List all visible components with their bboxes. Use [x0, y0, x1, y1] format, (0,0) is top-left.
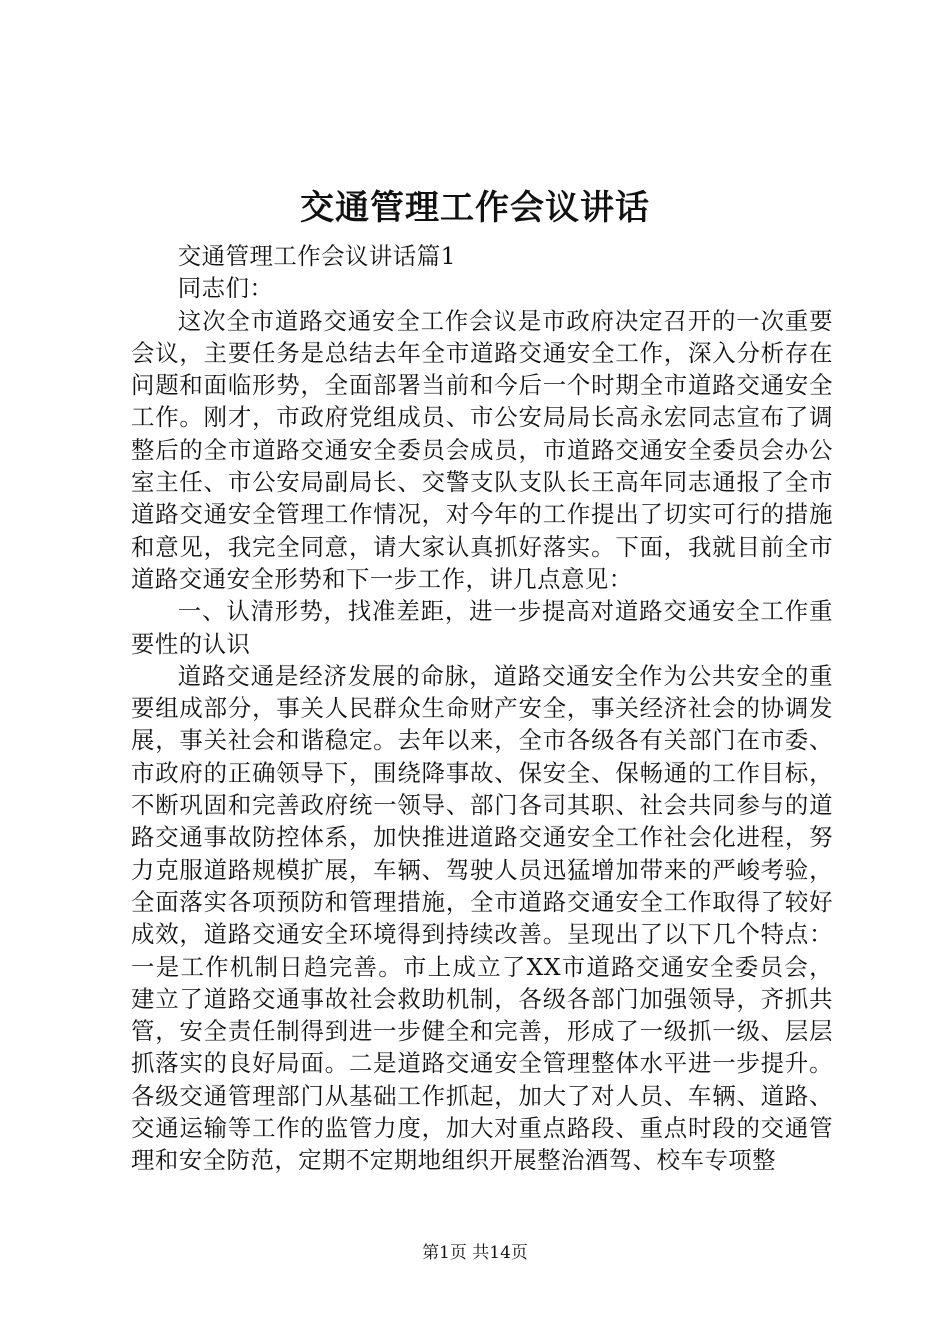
document-body	[131, 240, 833, 1177]
document-subtitle: 交通管理工作会议讲话篇1	[177, 242, 456, 270]
section-heading-1: 一、认清形势，找准差距，进一步提高对道路交通安全工作重要性的认识	[131, 597, 833, 658]
salutation: 同志们：	[177, 274, 274, 303]
paragraph-situation: 道路交通是经济发展的命脉，道路交通安全作为公共安全的重要组成部分，事关人民群众生命财产安全，事关经济社会的协调发展，事关社会和谐稳定。去年以来，全市各级各有关部门在市委、市政府的正确领导下，围绕降事故、保安全、保畅通的工作目标，不断巩固和完善政府统一领导、部门各司其职、社会共同参与的道路交通事故防控体系，加快推进道路交通安全工作社会化进程，努力克服道路规模扩展，车辆、驾驶人员迅猛增加带来的严峻考验，全面落实各项预防和管理措施，全市道路交通安全工作取得了较好成效，道路交通安全环境得到持续改善。呈现出了以下几个特点：一是工作机制日趋完善。市上成立了XX市道路交通安全委员会，建立了道路交通事故社会救助机制，各级各部门加强领导，齐抓共管，安全责任制得到进一步健全和完善，形成了一级抓一级、层层抓落实的良好局面。二是道路交通安全管理整体水平进一步提升。各级交通管理部门从基础工作抓起，加大了对人员、车辆、道路、交通运输等工作的监管力度，加大对重点路段、重点时段的交通管理和安全防范，定期不定期地组织开展整治酒驾、校车专项整	[131, 661, 833, 1175]
page-title: 交通管理工作会议讲话	[300, 188, 650, 228]
page-number-footer: 第1页 共14页	[422, 1243, 528, 1263]
paragraph-intro: 这次全市道路交通安全工作会议是市政府决定召开的一次重要会议，主要任务是总结去年全市道路交通安全工作，深入分析存在问题和面临形势，全面部署当前和今后一个时期全市道路交通安全工作。刚才，市政府党组成员、市公安局局长高永宏同志宣布了调整后的全市道路交通安全委员会成员，市道路交通安全委员会办公室主任、市公安局副局长、交警支队支队长王高年同志通报了全市道路交通安全管理工作情况，对今年的工作提出了切实可行的措施和意见，我完全同意，请大家认真抓好落实。下面，我就目前全市道路交通安全形势和下一步工作，讲几点意见：	[131, 306, 833, 593]
